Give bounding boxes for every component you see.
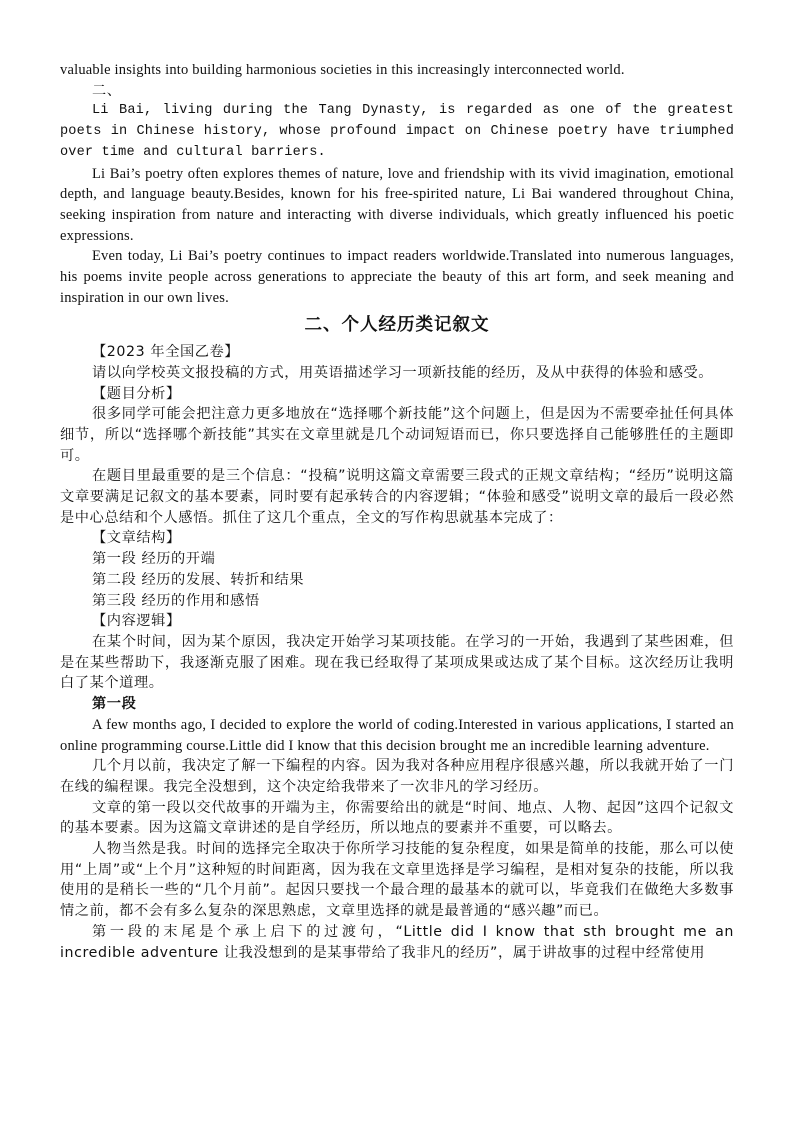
essay-li-bai-paragraph-3: Even today, Li Bai’s poetry continues to impact readers worldwide.Translated into numerous languages, his poems invite people across generations to appreciate the beauty of this art form, and seek meaning and inspiration in our own lives. [60, 248, 734, 306]
section-label-er: 二、 [92, 82, 122, 99]
analysis-label: 【题目分析】 [92, 385, 181, 402]
paragraph-1-chinese: 几个月以前，我决定了解一下编程的内容。因为我对各种应用程序很感兴趣，所以我就开始了一门在线的编程课。我完全没想到，这个决定给我带来了一次非凡的学习经历。 [60, 758, 734, 795]
analysis-paragraph-2: 在题目里最重要的是三个信息：“投稿”说明这篇文章需要三段式的正规文章结构；“经历”说明这篇文章要满足记叙文的基本要素，同时要有起承转合的内容逻辑；“体验和感受”说明文章的最后一段必然是中心总结和个人感悟。抓住了这几个重点，全文的写作构思就基本完成了： [60, 468, 734, 526]
structure-item: 第二段 经历的发展、转折和结果 [92, 571, 305, 588]
analysis-paragraph-1: 很多同学可能会把注意力更多地放在“选择哪个新技能”这个问题上，但是因为不需要牵扯任何具体细节，所以“选择哪个新技能”其实在文章里就是几个动词短语而已，你只要选择自己能够胜任的主题即可。 [60, 406, 734, 464]
essay-li-bai-paragraph-1: Li Bai, living during the Tang Dynasty, is regarded as one of the greatest poets in Chinese history, whose profound impact on Chinese poetry have triumphed over time and cultural barriers. [60, 103, 734, 160]
logic-paragraph: 在某个时间，因为某个原因，我决定开始学习某项技能。在学习的一开始，我遇到了某些困难，但是在某些帮助下，我逐渐克服了困难。现在我已经取得了某项成果或达成了某个目标。这次经历让我明白了某个道理。 [60, 633, 734, 692]
exam-label: 【2023 年全国乙卷】 [92, 344, 240, 361]
structure-label: 【文章结构】 [92, 530, 181, 547]
essay-li-bai-paragraph-2: Li Bai’s poetry often explores themes of nature, love and friendship with its vivid imagination, emotional depth, and language beauty.Besides, known for his free-spirited nature, Li Bai wandered throughout China, seeking inspiration from nature and interacting with diverse individuals, which greatly influenced his poetic expressions. [60, 165, 734, 244]
note-paragraph-2: 人物当然是我。时间的选择完全取决于你所学习技能的复杂程度，如果是简单的技能，那么可以使用“上周”或“上个月”这种短的时间距离，因为我在文章里选择是学习编程，是相对复杂的技能，所以我使用的是稍长一些的“几个月前”。起因只要找一个最合理的最基本的就可以，毕竟我们在做绝大多数事情之前，都不会有多么复杂的深思熟虑，文章里选择的就是最普通的“感兴趣”而已。 [60, 841, 734, 920]
note-paragraph-1: 文章的第一段以交代故事的开端为主，你需要给出的就是“时间、地点、人物、起因”这四个记叙文的基本要素。因为这篇文章讲述的是自学经历，所以地点的要素并不重要，可以略去。 [60, 799, 734, 837]
logic-label: 【内容逻辑】 [92, 613, 181, 630]
note-paragraph-3: 第一段的末尾是个承上启下的过渡句，“Little did I know that sth brought me an incredible adventure 让我没想到的是某事带给了我非凡的经历”，属于讲故事的过程中经常使用 [60, 923, 734, 961]
exam-prompt: 请以向学校英文报投稿的方式，用英语描述学习一项新技能的经历，及从中获得的体验和感受。 [92, 364, 714, 381]
document-page [60, 60, 734, 963]
essay-paragraph-end: valuable insights into building harmonious societies in this increasingly interconnected world. [60, 62, 625, 78]
paragraph-1-english: A few months ago, I decided to explore the world of coding.Interested in various applications, I started an online programming course.Little did I know that this decision brought me an incredible learning adventure. [60, 716, 734, 754]
section-heading: 二、个人经历类记叙文 [304, 315, 490, 336]
structure-item: 第一段 经历的开端 [92, 551, 216, 568]
structure-item: 第三段 经历的作用和感悟 [92, 592, 260, 609]
paragraph-1-label: 第一段 [92, 696, 137, 713]
